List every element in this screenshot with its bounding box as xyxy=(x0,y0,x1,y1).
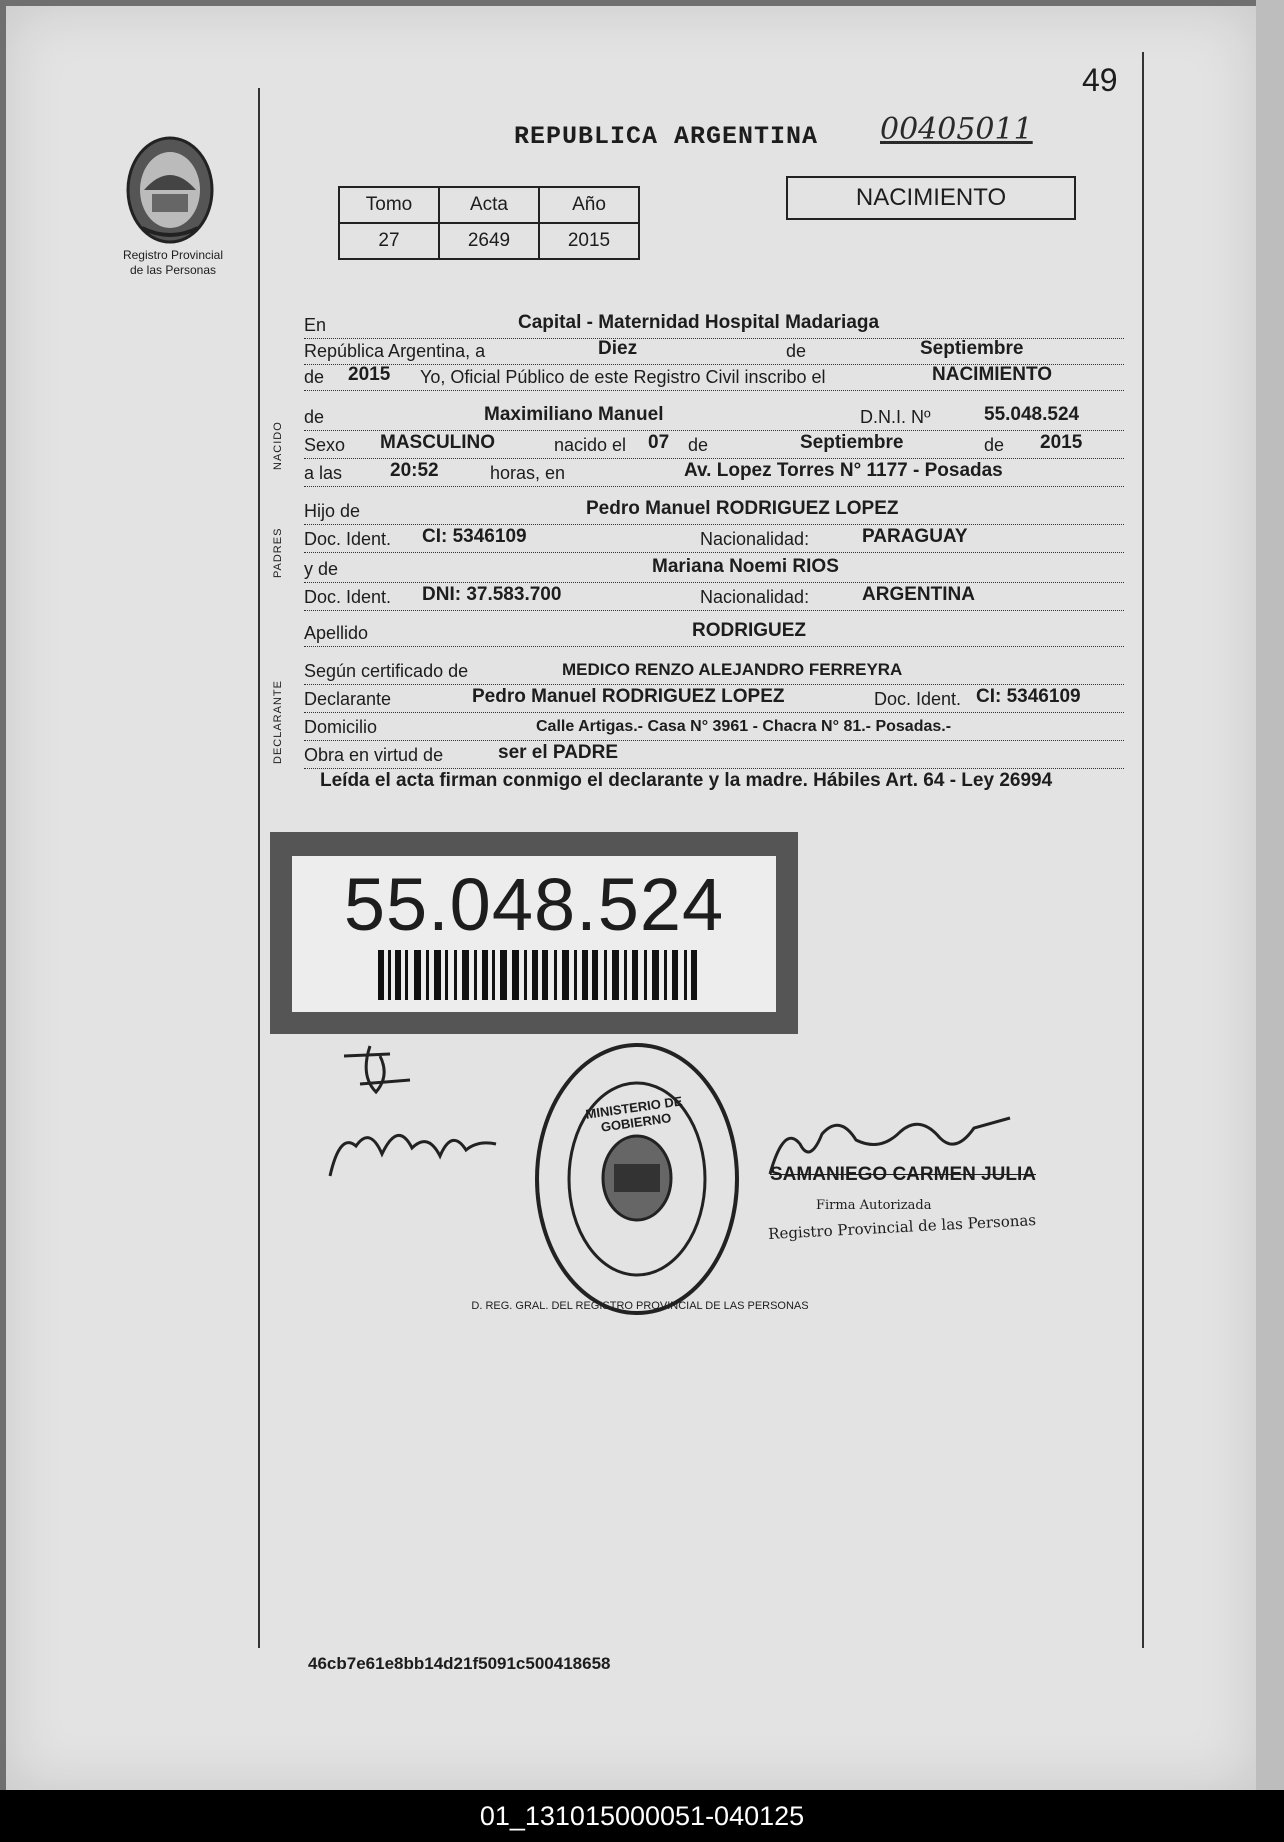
value-segun: MEDICO RENZO ALEJANDRO FERREYRA xyxy=(562,660,903,679)
barcode-icon xyxy=(378,950,698,1000)
row-madre xyxy=(304,552,1124,583)
value-tomo: 27 xyxy=(339,223,439,259)
table-header-row xyxy=(339,187,639,223)
table-row xyxy=(339,223,639,259)
left-margin-rule xyxy=(258,88,260,1648)
label-dni: D.N.I. Nº xyxy=(860,407,931,427)
barcode-sticker xyxy=(270,832,798,1034)
page-edge xyxy=(1256,0,1284,1790)
label-domicilio: Domicilio xyxy=(304,717,378,737)
handwritten-code: 00405011 xyxy=(880,112,1033,147)
official-stamp xyxy=(532,1040,742,1318)
value-mes: Septiembre xyxy=(920,338,1024,359)
row-hora xyxy=(304,456,1124,487)
province-crest-logo xyxy=(122,130,218,248)
row-segun xyxy=(304,654,1124,685)
label-republica: República Argentina, a xyxy=(304,341,486,361)
value-en: Capital - Maternidad Hospital Madariaga xyxy=(518,312,880,333)
header-acta: Acta xyxy=(439,187,539,223)
label-y-de: y de xyxy=(304,559,339,579)
value-madre: Mariana Noemi RIOS xyxy=(652,556,839,577)
row-apellido xyxy=(304,616,1124,647)
label-hijo: Hijo de xyxy=(304,501,361,521)
value-declarante: Pedro Manuel RODRIGUEZ LOPEZ xyxy=(472,686,785,707)
value-madre-doc: DNI: 37.583.700 xyxy=(422,584,562,605)
label-de-anio: de xyxy=(304,367,325,387)
value-nacido-dia: 07 xyxy=(648,432,670,453)
barcode-number: 55.048.524 xyxy=(343,863,725,946)
value-domicilio: Calle Artigas.- Casa N° 3961 - Chacra N° 81.- Posadas.- xyxy=(536,718,952,735)
value-sexo: MASCULINO xyxy=(380,432,496,453)
value-declarante-doc: CI: 5346109 xyxy=(976,686,1081,707)
value-padre: Pedro Manuel RODRIGUEZ LOPEZ xyxy=(586,498,899,519)
value-obra: ser el PADRE xyxy=(498,742,619,763)
row-declarante xyxy=(304,682,1124,713)
label-nacionalidad: Nacionalidad: xyxy=(700,529,810,549)
side-label-padres: PADRES xyxy=(272,527,284,578)
value-hora: 20:52 xyxy=(390,460,439,481)
row-padre-doc xyxy=(304,522,1124,553)
value-dia: Diez xyxy=(598,338,638,359)
record-type-box: NACIMIENTO xyxy=(786,176,1076,220)
side-label-nacido: NACIDO xyxy=(272,421,284,470)
label-horas-en: horas, en xyxy=(490,463,566,483)
signature-declarante-and-mother xyxy=(320,1036,510,1186)
value-madre-nac: ARGENTINA xyxy=(862,584,975,605)
label-declarante: Declarante xyxy=(304,689,392,709)
row-hijo xyxy=(304,494,1124,525)
label-segun: Según certificado de xyxy=(304,661,469,681)
closing-statement: Leída el acta firman conmigo el declarante y la madre. Hábiles Art. 64 - Ley 26994 xyxy=(320,770,1053,791)
stamp-inner-text: MINISTERIO DE GOBIERNO xyxy=(584,1093,684,1135)
row-obra xyxy=(304,738,1124,769)
label-en: En xyxy=(304,315,327,335)
barcode-label xyxy=(292,856,776,1012)
official-name: SAMANIEGO CARMEN JULIA xyxy=(770,1164,1037,1185)
row-nombre xyxy=(304,400,1124,431)
document-title: REPUBLICA ARGENTINA xyxy=(514,122,819,151)
side-label-declarante: DECLARANTE xyxy=(272,680,284,764)
stamp-outer-text: D. REG. GRAL. DEL REGISTRO PROVINCIAL DE LAS PERSONAS xyxy=(471,1300,809,1312)
label-de-mes: de xyxy=(688,435,709,455)
value-nombre: Maximiliano Manuel xyxy=(484,404,664,425)
label-oficial: Yo, Oficial Público de este Registro Civil inscribo el xyxy=(420,367,826,387)
label-apellido: Apellido xyxy=(304,623,369,643)
header-tomo: Tomo xyxy=(339,187,439,223)
value-padre-doc: CI: 5346109 xyxy=(422,526,527,547)
page-number: 49 xyxy=(1082,62,1118,98)
row-sexo xyxy=(304,428,1124,459)
footer-id: 01_131015000051-040125 xyxy=(0,1790,1284,1842)
official-role: Firma Autorizada xyxy=(816,1198,932,1213)
label-obra: Obra en virtud de xyxy=(304,745,444,765)
value-apellido: RODRIGUEZ xyxy=(692,620,806,641)
label-sexo: Sexo xyxy=(304,435,346,455)
label-doc-ident-madre: Doc. Ident. xyxy=(304,587,392,607)
row-oficial xyxy=(304,360,1124,391)
label-a-las: a las xyxy=(304,463,343,483)
tomo-acta-anio-table xyxy=(338,186,640,260)
value-lugar: Av. Lopez Torres N° 1177 - Posadas xyxy=(684,460,1003,481)
value-anio: 2015 xyxy=(348,364,391,385)
value-padre-nac: PARAGUAY xyxy=(862,526,968,547)
label-de-nombre: de xyxy=(304,407,325,427)
label-doc-ident-declarante: Doc. Ident. xyxy=(874,689,962,709)
value-anio: 2015 xyxy=(539,223,639,259)
document-hash: 46cb7e61e8bb14d21f5091c500418658 xyxy=(308,1654,611,1673)
row-domicilio xyxy=(304,710,1124,741)
right-margin-rule xyxy=(1142,52,1144,1648)
official-org: Registro Provincial de las Personas xyxy=(767,1210,1037,1244)
label-de-anio2: de xyxy=(984,435,1005,455)
label-de: de xyxy=(786,341,807,361)
label-nacionalidad-madre: Nacionalidad: xyxy=(700,587,810,607)
value-nacido-mes: Septiembre xyxy=(800,432,904,453)
label-nacido: nacido el xyxy=(554,435,627,455)
value-dni: 55.048.524 xyxy=(984,404,1080,425)
value-acta: 2649 xyxy=(439,223,539,259)
registry-label: Registro Provincial de las Personas xyxy=(122,248,224,277)
header-anio: Año xyxy=(539,187,639,223)
label-doc-ident: Doc. Ident. xyxy=(304,529,392,549)
value-nacido-anio: 2015 xyxy=(1040,432,1083,453)
row-madre-doc xyxy=(304,580,1124,611)
value-inscribo: NACIMIENTO xyxy=(932,364,1052,385)
